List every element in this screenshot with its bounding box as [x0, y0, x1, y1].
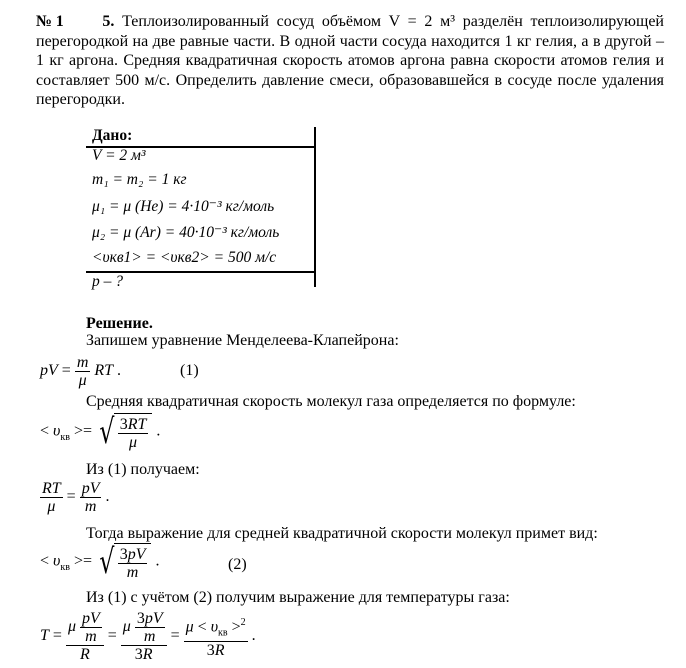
equation-temperature: T = μ $\frac{pV}{m}$ R = μ $\frac{3pV}{m}$ 3R = $\frac{\mu < \upsilon_{кв} >^2}{3R}$ .: [40, 610, 256, 663]
given-title: Дано:: [92, 127, 133, 144]
solution-line-3: Из (1) получаем:: [86, 461, 200, 478]
problem-text: Теплоизолированный сосуд объёмом V = 2 м³ разделён теплоизолирующей перегородкой на две равные части. В одной части сосуда находится 1 кг гелия, а в другой – 1 кг аргона. Средняя квадратичная скорость атомов аргона равна скорости атомов гелия и составляет 500 м/с. Определить давление смеси, образовавшейся в сосуде после удаления перегородки.: [36, 13, 664, 108]
equation-2-label: (2): [228, 556, 247, 573]
problem-statement: [36, 12, 664, 110]
given-row-volume: V = 2 м³: [92, 147, 146, 164]
problem-number: №1: [36, 13, 64, 30]
equation-velocity: < $\upsilon_{кв}$ >= √ $\frac{3RT}{\mu}$ .: [40, 412, 161, 452]
solution-line-2: Средняя квадратичная скорость молекул газа определяется по формуле:: [86, 393, 576, 410]
solution-line-5: Из (1) с учётом (2) получим выражение для температуры газа:: [86, 589, 510, 606]
equation-rt-over-mu: $\frac{RT}{\mu}$ = $\frac{pV}{m}$ .: [42, 480, 110, 515]
given-row-mu2: μ₂ = μ (Ar) = 40·10⁻³ кг/моль: [92, 224, 280, 241]
given-row-velocity: <υкв1> = <υкв2> = 500 м/с: [92, 249, 277, 266]
given-block: [86, 127, 314, 292]
given-row-find: p – ?: [92, 273, 123, 290]
solution-line-1: Запишем уравнение Менделеева-Клапейрона:: [86, 332, 399, 349]
given-row-masses: m₁ = m₂ = 1 кг: [92, 171, 187, 188]
equation-2: < $\upsilon_{кв}$ >= √ $\frac{3pV}{m}$ .: [40, 542, 160, 582]
given-vertical-divider: [314, 127, 316, 287]
equation-1: pV = $\frac{m}{\mu}$ RT .: [40, 354, 122, 389]
equation-1-label: (1): [180, 362, 199, 379]
problem-sub-number: 5.: [102, 13, 115, 30]
solution-line-4: Тогда выражение для средней квадратичной скорости молекул примет вид:: [86, 525, 598, 542]
given-row-mu1: μ₁ = μ (He) = 4·10⁻³ кг/моль: [92, 198, 275, 215]
solution-title: Решение.: [86, 315, 153, 332]
